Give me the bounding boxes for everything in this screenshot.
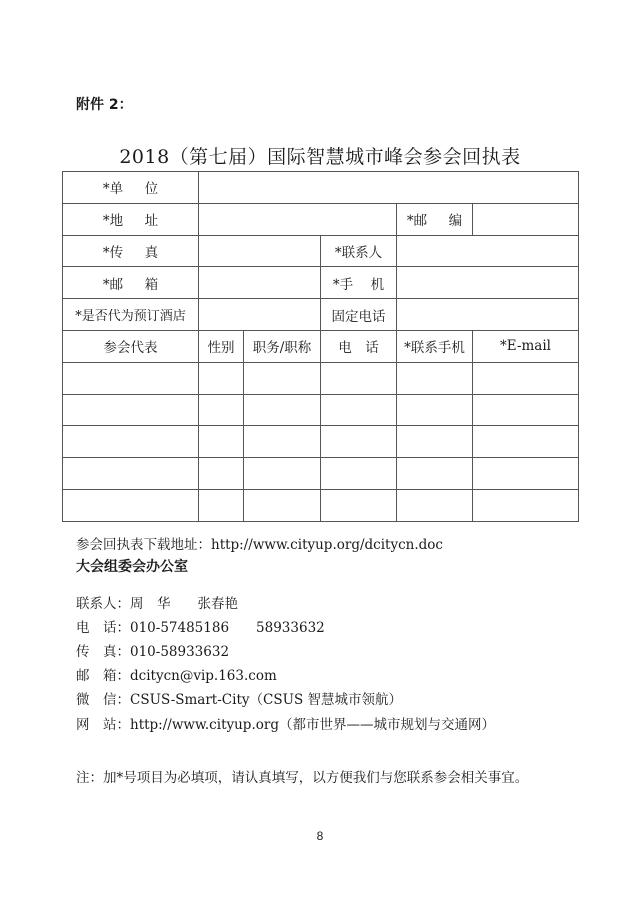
- label-mobile: *手 机: [321, 267, 397, 299]
- input-hotel[interactable]: [199, 299, 321, 331]
- representative-row: [63, 489, 579, 521]
- input-email[interactable]: [199, 267, 321, 299]
- representative-cell[interactable]: [321, 489, 397, 521]
- header-phone: 电 话: [321, 330, 397, 362]
- page-number: 8: [316, 829, 324, 843]
- row-unit: [63, 172, 579, 204]
- label-landline: 固定电话: [321, 299, 397, 331]
- website-link[interactable]: http://www.cityup.org（都市世界——城市规划与交通网）: [130, 717, 495, 733]
- representative-cell[interactable]: [321, 426, 397, 458]
- representative-cell[interactable]: [321, 362, 397, 394]
- representative-cell[interactable]: [244, 426, 321, 458]
- email-line: 邮 箱：dcitycn@vip.163.com: [76, 668, 277, 684]
- fax-line: 传 真：010-58933632: [76, 644, 230, 660]
- representative-cell[interactable]: [321, 394, 397, 426]
- label-contact-person: *联系人: [321, 235, 397, 267]
- header-position: 职务/职称: [244, 330, 321, 362]
- attachment-label: 附件 2：: [76, 97, 133, 113]
- label-email: *邮 箱: [63, 267, 199, 299]
- representative-cell[interactable]: [63, 426, 199, 458]
- representative-cell[interactable]: [244, 362, 321, 394]
- header-gender: 性别: [199, 330, 244, 362]
- phone-line: 电 话：010-57485186 58933632: [76, 620, 325, 636]
- representative-cell[interactable]: [321, 458, 397, 490]
- representative-cell[interactable]: [473, 394, 579, 426]
- representative-cell[interactable]: [244, 394, 321, 426]
- representative-cell[interactable]: [244, 489, 321, 521]
- label-fax: *传 真: [63, 235, 199, 267]
- representative-cell[interactable]: [244, 458, 321, 490]
- representative-cell[interactable]: [199, 426, 244, 458]
- input-unit[interactable]: [199, 172, 579, 204]
- label-unit: *单 位: [63, 172, 199, 204]
- representative-cell[interactable]: [473, 458, 579, 490]
- label-postcode: *邮 编: [397, 203, 473, 235]
- representative-row: [63, 394, 579, 426]
- representative-cell[interactable]: [63, 489, 199, 521]
- input-contact-person[interactable]: [397, 235, 579, 267]
- header-mobile: *联系手机: [397, 330, 473, 362]
- representative-cell[interactable]: [199, 458, 244, 490]
- email-link[interactable]: dcitycn@vip.163.com: [130, 668, 277, 684]
- header-email: *E-mail: [473, 330, 579, 362]
- representative-row: [63, 458, 579, 490]
- header-representative: 参会代表: [63, 330, 199, 362]
- representative-cell[interactable]: [473, 362, 579, 394]
- note: 注：加*号项目为必填项，请认真填写，以方便我们与您联系参会相关事宜。: [76, 770, 529, 786]
- representative-row: [63, 426, 579, 458]
- representative-cell[interactable]: [199, 489, 244, 521]
- representative-cell[interactable]: [473, 489, 579, 521]
- representative-cell[interactable]: [397, 426, 473, 458]
- input-fax[interactable]: [199, 235, 321, 267]
- representative-cell[interactable]: [397, 458, 473, 490]
- contact-line: 联系人：周 华 张春艳: [76, 596, 238, 612]
- label-address: *地 址: [63, 203, 199, 235]
- office-heading: 大会组委会办公室: [76, 559, 188, 575]
- header-row: [63, 330, 579, 362]
- representative-cell[interactable]: [397, 394, 473, 426]
- representative-cell[interactable]: [397, 489, 473, 521]
- page-title: 2018（第七届）国际智慧城市峰会参会回执表: [119, 146, 521, 168]
- input-address[interactable]: [199, 203, 397, 235]
- row-email: [63, 267, 579, 299]
- wechat-line: 微 信：CSUS-Smart-City（CSUS 智慧城市领航）: [76, 692, 402, 708]
- label-hotel: *是否代为预订酒店: [63, 299, 199, 331]
- website-line: 网 站：http://www.cityup.org（都市世界——城市规划与交通网）: [76, 717, 495, 733]
- representative-cell[interactable]: [63, 458, 199, 490]
- representative-row: [63, 362, 579, 394]
- download-link[interactable]: 参会回执表下载地址：http://www.cityup.org/dcitycn.doc: [76, 537, 443, 553]
- representative-cell[interactable]: [199, 362, 244, 394]
- representative-cell[interactable]: [63, 362, 199, 394]
- representative-cell[interactable]: [397, 362, 473, 394]
- row-address: [63, 203, 579, 235]
- input-landline[interactable]: [397, 299, 579, 331]
- registration-form: [62, 171, 579, 522]
- representative-cell[interactable]: [473, 426, 579, 458]
- representative-cell[interactable]: [63, 394, 199, 426]
- row-hotel: [63, 299, 579, 331]
- representative-cell[interactable]: [199, 394, 244, 426]
- row-fax: [63, 235, 579, 267]
- input-postcode[interactable]: [473, 203, 579, 235]
- input-mobile[interactable]: [397, 267, 579, 299]
